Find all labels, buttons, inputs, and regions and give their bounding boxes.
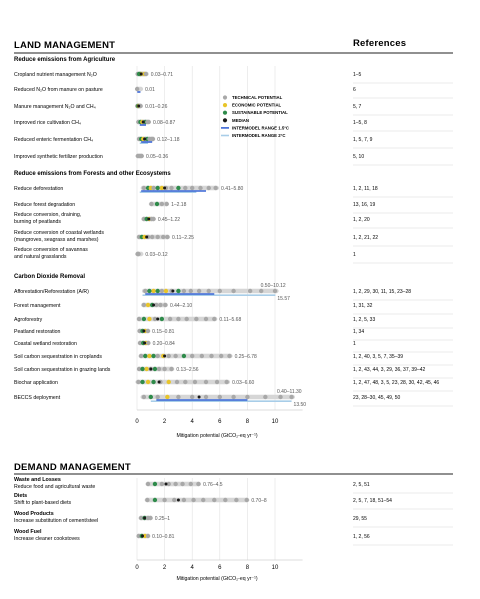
row-1-3-references: 1, 2, 21, 22 <box>353 234 379 241</box>
demand-row-2-range-label: 0.25–1 <box>154 515 171 522</box>
row-2-2-point-technical-8 <box>194 317 198 321</box>
row-2-5-point-technical-9 <box>190 354 194 358</box>
row-2-2-point-median-11 <box>156 318 159 321</box>
legend-item-1-label: ECONOMIC POTENTIAL <box>232 102 282 108</box>
row-0-0-point-technical-6 <box>144 72 148 76</box>
row-0-5-point-technical-3 <box>139 154 143 158</box>
row-2-1-label: Forest management <box>14 302 61 309</box>
row-2-5 <box>14 354 453 365</box>
demand-row-1-references: 2, 5, 7, 18, 51–54 <box>353 497 392 504</box>
row-0-4-range-label: 0.12–1.18 <box>157 136 180 143</box>
demand-row-0 <box>14 477 453 493</box>
row-1-0-point-technical-11 <box>198 186 202 190</box>
row-1-2 <box>14 212 453 228</box>
row-2-8-intermodel-label: 13.50 <box>293 402 307 408</box>
row-1-3-point-technical-6 <box>161 235 165 239</box>
row-0-5-references: 5, 10 <box>353 153 365 160</box>
row-2-8-point-economic-3 <box>165 395 169 399</box>
row-2-2-point-technical-10 <box>212 317 216 321</box>
row-2-8-point-technical-5 <box>190 395 194 399</box>
demand-row-0-point-technical-2 <box>160 482 164 486</box>
row-1-0-point-technical-9 <box>183 186 187 190</box>
row-2-1-point-median-6 <box>152 304 155 307</box>
land-tick-6: 6 <box>218 419 222 425</box>
row-1-1-point-technical-2 <box>160 202 164 206</box>
demand-management-heading: DEMAND MANAGEMENT <box>14 462 131 473</box>
row-1-3-point-technical-4 <box>150 235 154 239</box>
row-1-2-references: 1, 2, 20 <box>353 216 370 223</box>
row-0-4-point-technical-7 <box>151 137 155 141</box>
demand-row-1 <box>14 493 453 509</box>
row-0-5-range-label: 0.05–0.36 <box>145 153 169 160</box>
row-2-7-point-technical-10 <box>215 380 219 384</box>
legend-item-0-label: TECHNICAL POTENTIAL <box>232 95 283 100</box>
demand-x-axis <box>135 560 302 582</box>
row-2-7-point-technical-9 <box>204 380 208 384</box>
row-2-0-point-technical-15 <box>259 289 263 293</box>
row-1-3-range-label: 0.11–2.25 <box>172 234 194 241</box>
row-1-2-range-label: 0.45–1.22 <box>157 216 181 223</box>
legend-item-5-label: INTERMODEL RANGE 2°C <box>232 133 286 138</box>
demand-row-1-point-technical-10 <box>245 498 249 502</box>
row-0-3-label: Improved rice cultivation CH₄ <box>14 119 81 126</box>
row-1-0-range-label: 0.41–5.80 <box>221 185 244 192</box>
row-0-0 <box>14 72 453 83</box>
demand-row-3-label: Wood Fuel <box>14 529 42 535</box>
row-0-3-point-technical-6 <box>147 120 151 124</box>
demand-row-2-sublabel: Increase substitution of cement/steel <box>14 518 99 524</box>
demand-tick-0: 0 <box>135 565 139 571</box>
row-0-4 <box>14 137 453 148</box>
legend-item-2-label: SUSTAINABLE POTENTIAL <box>232 110 288 116</box>
row-2-8-point-median-13 <box>198 396 201 399</box>
row-2-6-point-technical-7 <box>169 367 173 371</box>
demand-row-0-point-technical-5 <box>180 482 184 486</box>
demand-row-2-references: 29, 55 <box>353 515 367 522</box>
row-1-0-point-technical-12 <box>207 186 211 190</box>
row-2-7-references: 1, 2, 47, 48, 3, 5, 23, 28, 30, 42, 45, 46 <box>353 379 440 386</box>
demand-row-0-point-technical-7 <box>196 482 200 486</box>
row-2-6-point-economic-2 <box>144 367 148 371</box>
row-2-0-label: Afforestation/Reforestation (A/R) <box>14 288 89 295</box>
land-tick-8: 8 <box>245 419 250 425</box>
row-2-6-point-median-8 <box>149 368 152 371</box>
row-1-0-label: Reduce deforestation <box>14 185 64 192</box>
row-2-8-range-label: 0.40–11.30 <box>276 389 302 395</box>
row-2-5-point-economic-2 <box>147 354 151 358</box>
row-2-5-point-technical-4 <box>156 354 160 358</box>
demand-row-0-range-label: 0.76–4.5 <box>203 481 223 488</box>
group-1 <box>14 171 171 177</box>
references-heading: References <box>353 38 407 49</box>
row-2-8 <box>14 389 453 408</box>
row-2-0-point-technical-0 <box>143 289 147 293</box>
row-2-8-point-technical-9 <box>245 395 249 399</box>
row-2-6-range-label: 0.13–2.56 <box>176 366 199 373</box>
row-2-7-point-median-12 <box>158 381 161 384</box>
row-0-2-label: Manure management N₂O and CH₄ <box>14 103 96 110</box>
land-tick-10: 10 <box>271 419 279 425</box>
legend-item-3-swatch <box>223 118 227 122</box>
row-0-2-references: 5, 7 <box>353 103 362 110</box>
row-2-8-label: BECCS deployment <box>14 394 61 401</box>
group-2 <box>14 274 85 280</box>
row-0-1-point-technical-0 <box>135 87 139 91</box>
row-2-7-point-technical-6 <box>175 380 179 384</box>
row-2-3-point-median-4 <box>142 330 145 333</box>
row-1-2-label: Reduce conversion, draining, <box>14 212 82 218</box>
row-2-1-point-technical-0 <box>142 303 146 307</box>
row-2-6-label: Soil carbon sequestration in grazing lands <box>14 366 111 373</box>
row-2-8-point-technical-7 <box>218 395 222 399</box>
row-2-6-point-technical-6 <box>162 367 166 371</box>
row-2-1 <box>14 303 453 314</box>
demand-row-0-point-technical-0 <box>146 482 150 486</box>
demand-row-0-point-median-8 <box>164 483 167 486</box>
row-2-5-references: 1, 2, 40, 3, 5, 7, 35–39 <box>353 353 404 360</box>
row-2-3 <box>14 329 453 340</box>
row-2-0-point-technical-4 <box>160 289 164 293</box>
row-2-2-range-label: 0.11–5.68 <box>219 316 242 323</box>
row-2-7-point-sustainable-1 <box>140 380 144 384</box>
demand-row-0-label: Waste and Losses <box>14 477 61 483</box>
row-2-5-point-sustainable-8 <box>182 354 186 358</box>
row-2-7-point-technical-8 <box>193 380 197 384</box>
demand-row-1-point-sustainable-1 <box>153 498 157 502</box>
row-2-2-point-economic-2 <box>147 317 151 321</box>
row-1-0-point-technical-0 <box>142 186 146 190</box>
row-2-0-point-sustainable-3 <box>156 289 160 293</box>
demand-row-0-point-technical-4 <box>173 482 177 486</box>
row-2-0-range-label: 0.50–10.12 <box>260 283 286 289</box>
row-1-3 <box>14 230 453 246</box>
demand-row-3-range-label: 0.10–0.81 <box>152 533 175 540</box>
row-2-7-point-technical-7 <box>183 380 187 384</box>
row-2-0-point-technical-11 <box>207 289 211 293</box>
row-0-0-references: 1–5 <box>353 71 362 78</box>
demand-row-3-references: 1, 2, 56 <box>353 533 370 540</box>
demand-tick-4: 4 <box>190 565 194 571</box>
row-2-5-label: Soil carbon sequestration in croplands <box>14 353 102 360</box>
row-0-4-references: 1, 5, 7, 9 <box>353 136 373 143</box>
row-2-6-point-sustainable-1 <box>140 367 144 371</box>
row-1-2-label-line2: burning of peatlands <box>14 219 62 225</box>
row-2-4-point-median-4 <box>143 342 146 345</box>
row-2-0-point-median-17 <box>171 290 174 293</box>
row-1-1-range-label: 1–2.18 <box>171 201 187 208</box>
row-2-5-point-technical-6 <box>167 354 171 358</box>
row-1-4-label: Reduce conversion of savannas <box>14 247 88 253</box>
legend-item-0-swatch <box>223 95 227 99</box>
row-2-6-point-sustainable-4 <box>153 367 157 371</box>
row-2-5-point-technical-0 <box>139 354 143 358</box>
row-2-0 <box>14 283 453 302</box>
demand-row-3-sublabel: Increase cleaner cookstoves <box>14 536 80 542</box>
row-1-4 <box>14 247 453 263</box>
demand-row-3-point-technical-3 <box>146 534 150 538</box>
row-1-4-label-line2: and natural grasslands <box>14 254 67 260</box>
row-2-0-point-economic-5 <box>164 289 168 293</box>
demand-row-1-point-technical-8 <box>223 498 227 502</box>
land-axis-title: Mitigation potential (GtCO₂-eq yr⁻¹) <box>176 433 258 439</box>
row-2-5-point-technical-10 <box>200 354 204 358</box>
row-2-6 <box>14 367 453 378</box>
demand-row-0-point-technical-6 <box>189 482 193 486</box>
row-2-0-point-technical-14 <box>248 289 252 293</box>
land-tick-4: 4 <box>190 419 194 425</box>
row-1-4-range-label: 0.03–0.12 <box>145 251 168 258</box>
row-2-3-label: Peatland restoration <box>14 328 61 335</box>
row-2-3-point-technical-3 <box>146 329 150 333</box>
land-tick-0: 0 <box>135 419 139 425</box>
row-1-0-point-technical-7 <box>169 186 173 190</box>
row-0-1-label: Reduced N₂O from manure on pasture <box>14 86 103 93</box>
row-2-2-point-technical-6 <box>176 317 180 321</box>
row-1-0-point-sustainable-8 <box>176 186 180 190</box>
row-1-3-point-technical-7 <box>165 235 169 239</box>
row-2-1-references: 1, 31, 32 <box>353 302 373 309</box>
land-x-axis <box>135 410 302 439</box>
row-1-3-point-technical-5 <box>156 235 160 239</box>
row-2-4-point-technical-3 <box>146 341 150 345</box>
row-2-0-references: 1, 2, 29, 30, 11, 15, 23–28 <box>353 288 412 295</box>
demand-row-1-point-technical-9 <box>234 498 238 502</box>
group-title-2: Carbon Dioxide Removal <box>14 274 86 280</box>
row-2-3-range-label: 0.15–0.81 <box>152 328 175 335</box>
row-2-6-point-technical-5 <box>157 367 161 371</box>
row-2-2-point-sustainable-4 <box>160 317 164 321</box>
row-0-1-references: 6 <box>353 86 356 93</box>
row-2-0-point-technical-13 <box>231 289 235 293</box>
row-2-7 <box>14 380 453 391</box>
row-2-7-point-economic-5 <box>167 380 171 384</box>
demand-row-1-range-label: 0.70–8 <box>251 497 267 504</box>
row-0-3-point-median-7 <box>142 121 145 124</box>
row-2-8-point-technical-10 <box>263 395 267 399</box>
row-2-2-point-technical-0 <box>137 317 141 321</box>
row-0-4-point-median-8 <box>143 138 146 141</box>
row-1-3-label-line2: (mangroves, seagrass and marshes) <box>14 237 99 243</box>
demand-tick-6: 6 <box>218 565 222 571</box>
demand-row-1-point-technical-2 <box>162 498 166 502</box>
row-1-0-point-technical-3 <box>151 186 155 190</box>
row-2-0-point-technical-16 <box>273 289 277 293</box>
demand-row-1-sublabel: Shift to plant-based diets <box>14 500 72 506</box>
row-2-0-point-technical-8 <box>182 289 186 293</box>
demand-tick-10: 10 <box>271 565 279 571</box>
row-2-2-point-sustainable-1 <box>142 317 146 321</box>
demand-row-2-point-technical-3 <box>148 516 152 520</box>
row-2-1-range-label: 0.44–2.10 <box>169 302 193 309</box>
land-tick-2: 2 <box>162 419 167 425</box>
row-0-5-label: Improved synthetic fertilizer production <box>14 153 103 160</box>
row-2-1-point-technical-5 <box>163 303 167 307</box>
demand-row-2-point-median-4 <box>143 517 146 520</box>
row-2-0-point-technical-10 <box>197 289 201 293</box>
demand-row-1-point-technical-3 <box>172 498 176 502</box>
demand-row-1-point-technical-6 <box>201 498 205 502</box>
row-2-5-point-sustainable-1 <box>143 354 147 358</box>
row-2-8-point-sustainable-1 <box>149 395 153 399</box>
group-0 <box>14 57 116 63</box>
demand-row-1-label: Diets <box>14 493 28 499</box>
row-2-8-references: 23, 28–30, 45, 49, 50 <box>353 394 401 401</box>
row-2-8-point-technical-12 <box>289 395 293 399</box>
legend <box>221 95 289 138</box>
demand-row-0-point-sustainable-1 <box>153 482 157 486</box>
row-2-2-point-technical-5 <box>168 317 172 321</box>
group-title-0: Reduce emissions from Agriculture <box>14 57 116 63</box>
row-2-2-point-technical-9 <box>204 317 208 321</box>
row-2-2-references: 1, 2, 5, 33 <box>353 316 376 323</box>
demand-row-0-references: 2, 5, 51 <box>353 481 370 488</box>
row-1-0-point-median-14 <box>163 187 166 190</box>
group-title-1: Reduce emissions from Forests and other Ecosystems <box>14 171 171 177</box>
demand-row-2 <box>14 511 453 527</box>
demand-row-3-point-median-4 <box>141 535 144 538</box>
demand-row-1-point-technical-7 <box>212 498 216 502</box>
row-2-8-point-technical-11 <box>278 395 282 399</box>
row-2-2-point-technical-7 <box>184 317 188 321</box>
demand-row-0-sublabel: Reduce food and agricultural waste <box>14 484 96 490</box>
demand-row-1-point-technical-0 <box>145 498 149 502</box>
row-1-1-point-technical-3 <box>164 202 168 206</box>
row-2-7-point-technical-0 <box>136 380 140 384</box>
row-2-0-point-sustainable-7 <box>176 289 180 293</box>
row-2-7-label: Biochar application <box>14 379 58 386</box>
row-0-3-references: 1–5, 8 <box>353 119 367 126</box>
row-2-2 <box>14 317 453 328</box>
row-2-6-references: 1, 2, 43, 44, 3, 29, 36, 37, 39–42 <box>353 366 426 373</box>
row-2-4-range-label: 0.20–0.84 <box>152 340 175 347</box>
row-0-1-range-label: 0.01 <box>145 86 155 93</box>
row-1-3-point-median-8 <box>145 236 148 239</box>
row-2-5-point-sustainable-3 <box>151 354 155 358</box>
demand-row-3 <box>14 529 453 545</box>
row-0-2-point-median-5 <box>137 105 140 108</box>
row-1-2-point-technical-4 <box>151 217 155 221</box>
row-1-0-point-technical-13 <box>213 186 217 190</box>
row-1-0-point-sustainable-4 <box>156 186 160 190</box>
row-1-1-label: Reduce forest degradation <box>14 201 76 208</box>
row-1-0-references: 1, 2, 11, 18 <box>353 185 378 192</box>
row-2-4-references: 1 <box>353 340 356 347</box>
row-1-3-label: Reduce conversion of coastal wetlands <box>14 230 104 236</box>
row-0-0-label: Cropland nutrient management N₂O <box>14 71 97 78</box>
demand-row-1-range-bar <box>145 498 250 502</box>
row-2-8-point-technical-0 <box>142 395 146 399</box>
row-2-1-point-technical-4 <box>158 303 162 307</box>
land-management-heading: LAND MANAGEMENT <box>14 40 116 51</box>
row-2-7-point-sustainable-3 <box>151 380 155 384</box>
row-1-0-point-technical-10 <box>190 186 194 190</box>
row-2-4-label: Coastal wetland restoration <box>14 340 77 347</box>
row-1-1-point-sustainable-1 <box>155 202 159 206</box>
row-2-5-point-median-14 <box>163 355 166 358</box>
row-1-0 <box>14 186 453 197</box>
legend-item-3-label: MEDIAN <box>232 117 249 123</box>
legend-item-2-swatch <box>223 111 227 115</box>
row-2-8-point-technical-2 <box>156 395 160 399</box>
row-0-5 <box>14 154 453 165</box>
row-2-0-point-technical-9 <box>189 289 193 293</box>
demand-axis-title: Mitigation potential (GtCO₂-eq yr⁻¹) <box>176 576 258 582</box>
row-2-5-point-technical-13 <box>227 354 231 358</box>
row-0-0-point-median-7 <box>140 73 143 76</box>
demand-tick-2: 2 <box>162 565 167 571</box>
row-0-3-range-label: 0.08–0.87 <box>153 119 176 126</box>
demand-row-1-point-technical-5 <box>191 498 195 502</box>
row-2-7-point-technical-11 <box>225 380 229 384</box>
row-2-1-point-economic-1 <box>146 303 150 307</box>
row-2-0-point-technical-12 <box>218 289 222 293</box>
row-0-2-range-label: 0.01–0.26 <box>145 103 168 110</box>
row-2-7-range-label: 0.03–6.60 <box>232 379 255 386</box>
row-0-0-range-label: 0.03–0.71 <box>150 71 174 78</box>
row-2-8-point-technical-6 <box>204 395 208 399</box>
row-2-7-point-economic-2 <box>146 380 150 384</box>
demand-tick-8: 8 <box>245 565 250 571</box>
row-2-3-references: 1, 34 <box>353 328 365 335</box>
row-2-2-label: Agroforestry <box>14 316 43 323</box>
demand-row-2-label: Wood Products <box>14 511 54 517</box>
row-1-4-point-technical-2 <box>136 252 140 256</box>
row-0-4-label: Reduced enteric fermentation CH₄ <box>14 136 94 143</box>
row-2-5-range-label: 0.25–6.78 <box>234 353 257 360</box>
row-2-0-point-economic-2 <box>151 289 155 293</box>
row-1-1-point-technical-0 <box>149 202 153 206</box>
row-2-0-intermodel-label: 15.57 <box>277 296 290 302</box>
row-2-4 <box>14 341 453 352</box>
demand-row-1-point-median-11 <box>177 499 180 502</box>
legend-item-1-swatch <box>223 103 227 107</box>
row-2-8-point-technical-4 <box>176 395 180 399</box>
row-2-8-point-technical-8 <box>231 395 235 399</box>
row-1-4-references: 1 <box>353 251 356 258</box>
row-2-5-point-technical-12 <box>219 354 223 358</box>
row-2-0-point-sustainable-1 <box>147 289 151 293</box>
demand-row-1-point-technical-4 <box>182 498 186 502</box>
row-1-2-point-median-5 <box>147 218 150 221</box>
legend-item-4-label: INTERMODEL RANGE 1.5°C <box>232 125 290 131</box>
row-2-5-point-technical-11 <box>209 354 213 358</box>
row-2-5-point-technical-7 <box>173 354 177 358</box>
row-1-1-references: 13, 16, 19 <box>353 201 376 208</box>
